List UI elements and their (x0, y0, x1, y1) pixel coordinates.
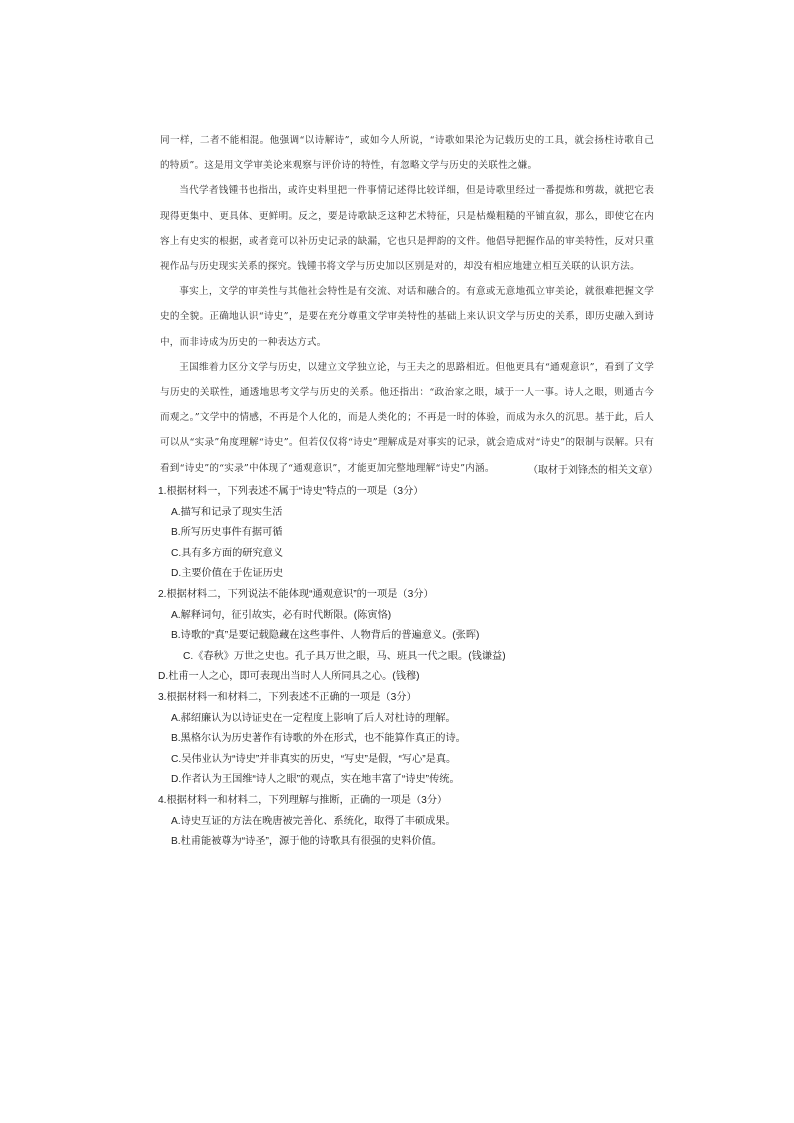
answer-option: D.作者认为王国维“诗人之眼”的观点，实在地丰富了“诗史”传统。 (171, 774, 460, 786)
passage-paragraph: 同一样，二者不能相混。他强调“以诗解诗”，或如今人所说，“诗歌如果沦为记载历史的工具，就会扬柱诗歌自己的特质”。这是用文学审美论来观察与评价诗的特性，有忽略文学与历史的关联性之嫌。 (160, 135, 654, 172)
answer-option: D.主要价值在于佐证历史 (171, 568, 284, 580)
answer-option: C.具有多方面的研究意义 (171, 547, 284, 559)
reading-passage (160, 128, 654, 481)
answer-option: A.解释词句，征引故实，必有时代断限。(陈寅恪) (171, 609, 392, 621)
question-stem: 3.根据材料一和材料二，下列表述不正确的一项是（3分） (158, 691, 417, 703)
answer-option: D.杜甫一人之心，即可表现出当时人人所同具之心。(钱穆) (158, 671, 420, 683)
answer-option: B.诗歌的“真”是要记载隐藏在这些事件、人物背后的普遍意义。(张晖) (171, 630, 480, 642)
question-stem: 1.根据材料一，下列表述不属于“诗史”特点的一项是（3分） (158, 486, 424, 497)
answer-option: B.所写历史事件有据可循 (171, 527, 283, 539)
question-list (158, 482, 678, 853)
answer-option: A.描写和记录了现实生活 (171, 506, 283, 518)
source-citation: （取材于刘锋杰的相关文章） (528, 465, 658, 476)
passage-paragraph: 当代学者钱锺书也指出，或许史料里把一件事情记述得比较详细，但是诗歌里经过一番提炼和剪裁，就把它表现得更集中、更具体、更鲜明。反之，要是诗歌缺乏这种艺术特征，只是枯燥粗糙的平铺直叙，那么，即使它在内容上有史实的根据，或者竟可以补历史记录的缺漏，它也只是押韵的文件。他倡导把握作品的审美特性，反对只重视作品与历史现实关系的探究。钱锺书将文学与历史加以区别是对的，却没有相应地建立相互关联的认识方法。 (160, 185, 654, 273)
question-stem: 4.根据材料一和材料二，下列理解与推断，正确的一项是（3分） (158, 794, 448, 806)
answer-option: A.诗史互证的方法在晚唐被完善化、系统化，取得了丰硕成果。 (171, 815, 456, 827)
answer-option: B.杜甫能被尊为“诗圣”，源于他的诗歌具有很强的史料价值。 (171, 836, 443, 848)
question-stem: 2.根据材料二，下列说法不能体现“通观意识”的一项是（3分） (158, 588, 434, 600)
answer-option: C.吴伟业认为“诗史”并非真实的历史，“写史”是假，“写心”是真。 (171, 753, 457, 765)
answer-option: A.郝绍廉认为以诗证史在一定程度上影响了后人对杜诗的理解。 (171, 712, 456, 724)
answer-option: C.《春秋》万世之史也。孔子具万世之眼，马、班具一代之眼。(钱谦益) (183, 650, 506, 662)
passage-paragraph: 王国维着力区分文学与历史，以建立文学独立论，与王夫之的思路相近。但他更具有“通观意识”，看到了文学与历史的关联性，通透地思考文学与历史的关系。他还指出：“政治家之眼，域于一人一事。诗人之眼，则通古今而观之。”文学中的情感，不再是个人化的，而是人类化的；不再是一时的体验，而成为永久的沉思。基于此，后人可以从“实录”角度理解“诗史”。但若仅仅将“诗史”理解成是对事实的记录，就会造成对“诗史”的限制与误解。只有看到“诗史”的“实录”中体现了“通观意识”，才能更加完整地理解“诗史”内涵。 (160, 361, 654, 474)
passage-paragraph: 事实上，文学的审美性与其他社会特性是有交流、对话和融合的。有意或无意地孤立审美论，就很难把握文学史的全貌。正确地认识“诗史”，是要在充分尊重文学审美特性的基础上来认识文学与历史的关系，即历史融入到诗中，而非诗成为历史的一种表达方式。 (160, 286, 654, 348)
answer-option: B.黑格尔认为历史著作有诗歌的外在形式，也不能算作真正的诗。 (171, 733, 466, 745)
